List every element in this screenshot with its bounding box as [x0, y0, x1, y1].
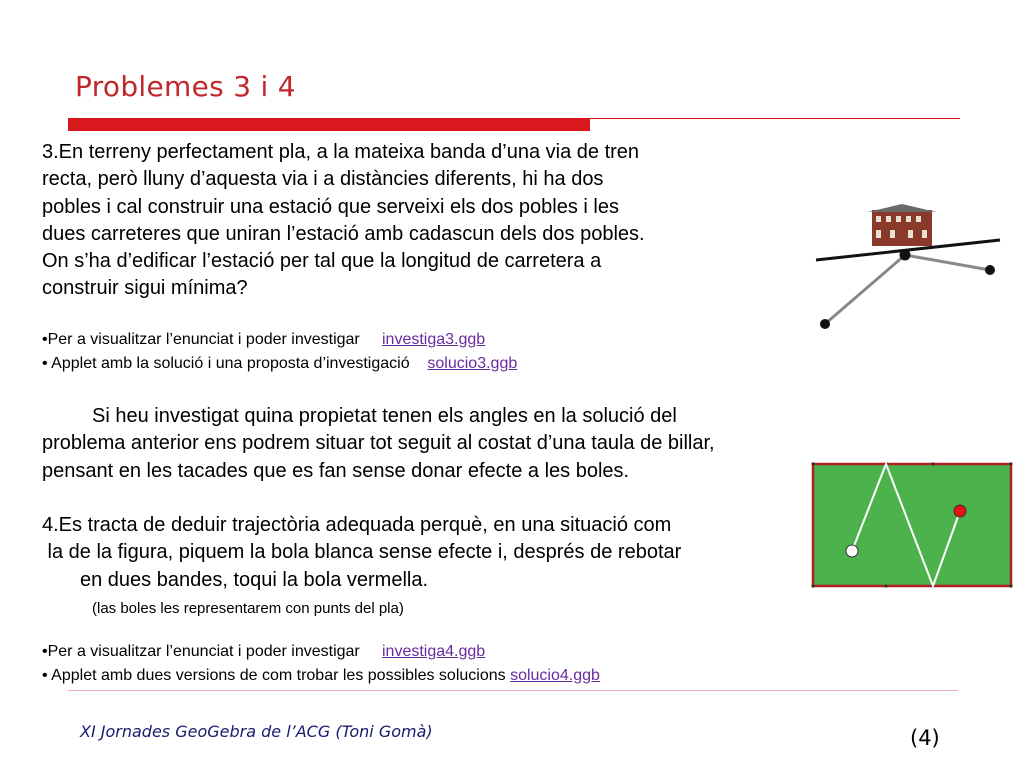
billiard-table-figure	[810, 460, 1016, 592]
page-number: (4)	[910, 726, 940, 750]
investiga4-link[interactable]: investiga4.ggb	[382, 643, 486, 660]
station-building-icon	[868, 204, 936, 246]
billiard-table	[813, 464, 1011, 586]
billiard-line: pensant en les tacades que es fan sense donar efecte a les boles.	[42, 459, 630, 482]
solucio4-link[interactable]: solucio4.ggb	[510, 667, 600, 684]
road-line	[905, 255, 990, 270]
bullet-text: • Applet amb dues versions de com trobar les possibles solucions	[42, 667, 506, 684]
bullet-text: •Per a visualitzar l’enunciat i poder investigar	[42, 643, 360, 660]
problem4-line: la de la figura, piquem la bola blanca sense efecte i, després de rebotar	[42, 541, 682, 564]
red-ball	[954, 505, 966, 517]
billiard-line: Si heu investigat quina propietat tenen els angles en la solució del	[92, 405, 677, 427]
slide-title: Problemes 3 i 4	[75, 70, 296, 103]
problem4-statement	[42, 512, 802, 594]
problem3-statement	[42, 139, 782, 303]
problem3-links	[42, 328, 517, 376]
problem4-note: (las boles les representarem con punts del pla)	[92, 600, 404, 617]
town-point	[820, 319, 830, 329]
road-line	[825, 255, 905, 324]
white-ball	[846, 545, 858, 557]
bullet-text: •Per a visualitzar l’enunciat i poder investigar	[42, 331, 360, 348]
problem4-line: 4.Es tracta de deduir trajectòria adequada perquè, en una situació com	[42, 514, 672, 536]
footer-credit: XI Jornades GeoGebra de l’ACG (Toni Gomà)	[80, 722, 433, 741]
problem3-line: pobles i cal construir una estació que serveixi els dos pobles i les	[42, 195, 619, 218]
problem3-line: 3.En terreny perfectament pla, a la mateixa banda d’una via de tren	[42, 141, 640, 163]
bullet-text: • Applet amb la solució i una proposta d’investigació	[42, 355, 410, 372]
problem3-line: dues carreteres que uniran l’estació amb cadascun dels dos pobles.	[42, 222, 645, 245]
title-rule-thin	[590, 118, 960, 119]
town-point	[985, 265, 995, 275]
billiard-line: problema anterior ens podrem situar tot seguit al costat d’una taula de billar,	[42, 432, 715, 455]
problem4-line: en dues bandes, toqui la bola vermella.	[80, 568, 429, 591]
investiga3-link[interactable]: investiga3.ggb	[382, 331, 486, 348]
billiard-intro	[42, 403, 822, 485]
problem3-line: On s’ha d’edificar l’estació per tal que la longitud de carretera a	[42, 250, 602, 273]
title-rule-thick	[68, 118, 590, 131]
footer-rule	[68, 690, 958, 691]
problem3-line: construir sigui mínima?	[42, 277, 248, 300]
station-point	[900, 250, 911, 261]
problem4-links	[42, 640, 600, 688]
station-figure	[810, 200, 1010, 340]
problem3-line: recta, però lluny d’aquesta via i a distàncies diferents, hi ha dos	[42, 168, 604, 191]
solucio3-link[interactable]: solucio3.ggb	[427, 355, 518, 372]
